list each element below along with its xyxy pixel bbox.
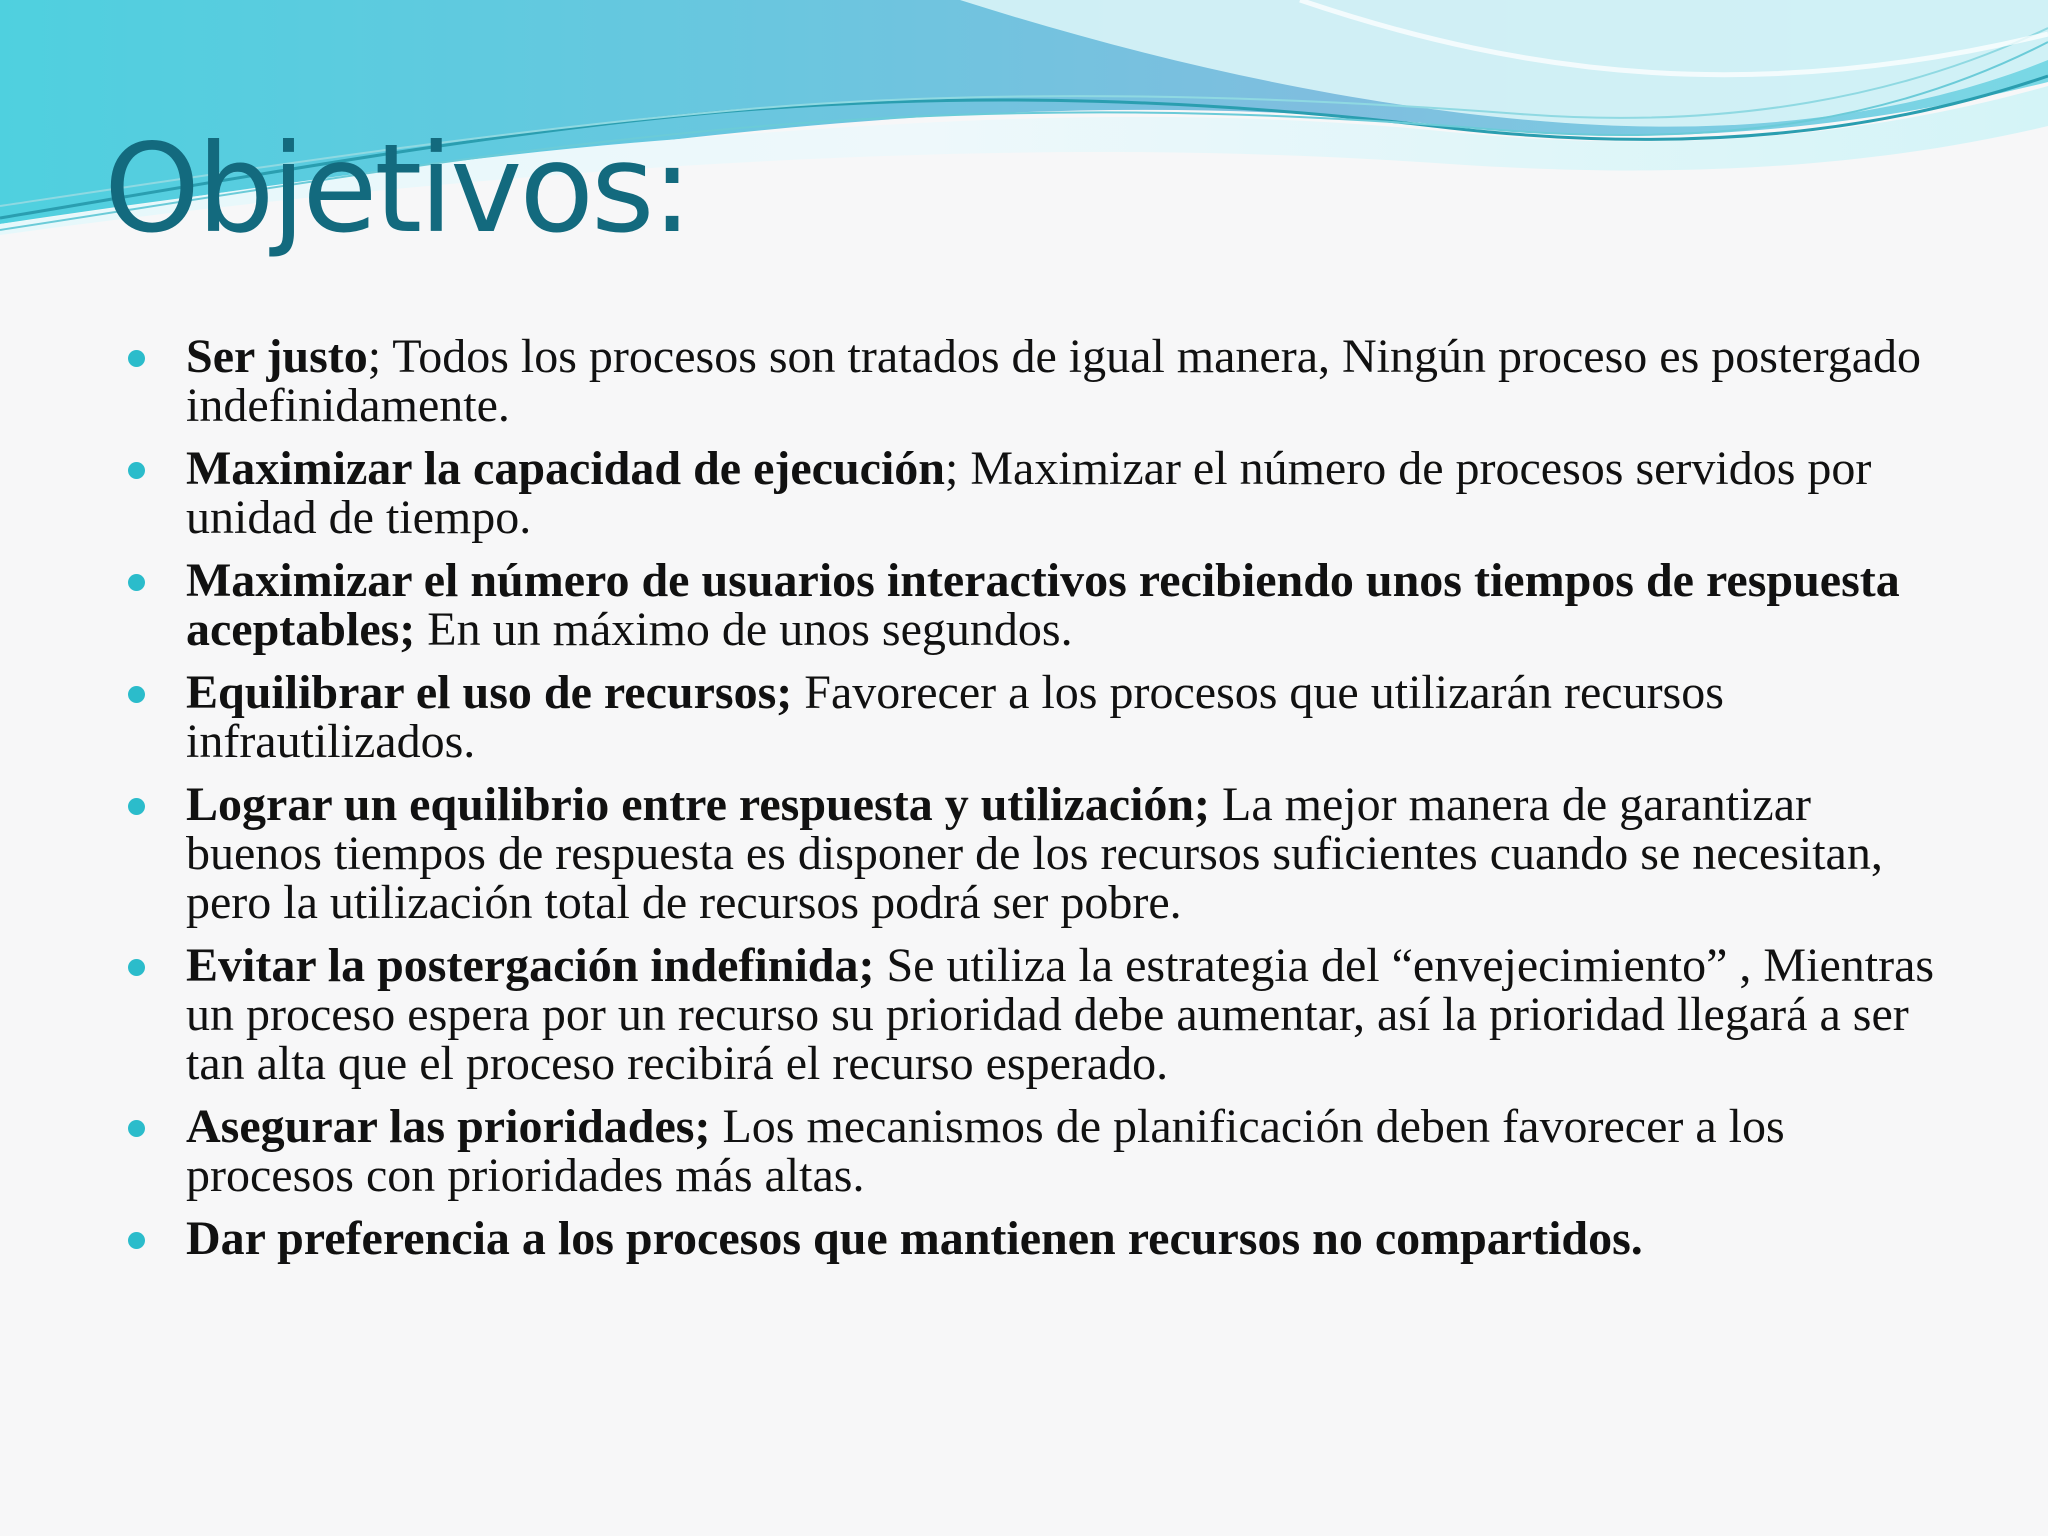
objective-heading: Ser justo [186, 330, 368, 383]
bullet-dot-icon [128, 959, 145, 976]
bullet-dot-icon [128, 462, 145, 479]
objective-heading: Equilibrar el uso de recursos; [186, 666, 793, 719]
objective-description: La mejor manera de garantizar buenos tiempos de respuesta es disponer de los recursos suficientes cuando se necesitan, pero la utilización total de recursos podrá ser pobre. [186, 778, 1883, 929]
bullet-dot-icon [128, 1120, 145, 1137]
objective-description: ; Todos los procesos son tratados de igual manera, Ningún proceso es postergado indefinidamente. [186, 330, 1922, 432]
bullet-dot-icon [128, 574, 145, 591]
list-item [124, 1102, 1954, 1200]
objective-heading: Asegurar las prioridades; [186, 1100, 711, 1153]
objective-description: Los mecanismos de planificación deben favorecer a los procesos con prioridades más altas. [186, 1100, 1785, 1202]
objective-description: Se utiliza la estrategia del “envejecimiento” , Mientras un proceso espera por un recurso su prioridad debe aumentar, así la prioridad llegará a ser tan alta que el proceso recibirá el recurso esperado. [186, 939, 1935, 1090]
list-item [124, 556, 1954, 654]
objective-heading: Evitar la postergación indefinida; [186, 939, 875, 992]
objective-heading: Dar preferencia a los procesos que mantienen recursos no compartidos. [186, 1212, 1643, 1265]
list-item [124, 332, 1954, 430]
list-item [124, 780, 1954, 927]
objective-heading: Lograr un equilibrio entre respuesta y utilización; [186, 778, 1211, 831]
bullet-dot-icon [128, 798, 145, 815]
list-item [124, 1214, 1954, 1263]
objective-description: Favorecer a los procesos que utilizarán recursos infrautilizados. [186, 666, 1724, 768]
objectives-list [124, 332, 1954, 1277]
objective-heading: Maximizar el número de usuarios interactivos recibiendo unos tiempos de respuesta aceptables; [186, 554, 1900, 656]
bullet-dot-icon [128, 686, 145, 703]
list-item [124, 444, 1954, 542]
list-item [124, 941, 1954, 1088]
list-item [124, 668, 1954, 766]
slide-title: Objetivos: [104, 118, 690, 260]
bullet-dot-icon [128, 350, 145, 367]
objective-description: En un máximo de unos segundos. [415, 603, 1073, 656]
objective-description: ; Maximizar el número de procesos servidos por unidad de tiempo. [186, 442, 1872, 544]
objective-heading: Maximizar la capacidad de ejecución [186, 442, 945, 495]
bullet-dot-icon [128, 1232, 145, 1249]
